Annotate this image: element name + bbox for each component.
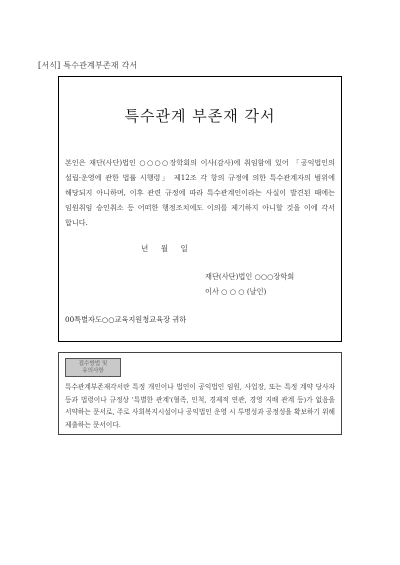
pledge-body-text: 본인은 재단(사단)법인 ○○○○장학회의 이사(감사)에 취임함에 있어 「공익법인의 설립·운영에 관한 법률 시행령」 제12조 각 항의 규정에 의한 특수관계자의 범위에 해당되지 아니하며, 이후 관련 규정에 따라 특수관계인이라는 사실이 발견된 때에는 임원취임 승인취소 등 어떠한 행정조치에도 이의를 제기하지 아니할 것을 이에 각서 합니다. bbox=[65, 158, 335, 227]
document-title: 특수관계 부존재 각서 bbox=[124, 107, 276, 125]
signatory-organization: 재단(사단)법인 ○○○장학회 bbox=[205, 272, 295, 281]
signatory-name: 이사 ○ ○ ○ (날인) bbox=[205, 287, 267, 296]
pledge-box bbox=[58, 76, 342, 342]
recipient: 00특별자도○○교육지원청교육장 귀하 bbox=[65, 315, 187, 324]
date-line: 년 월 일 bbox=[141, 244, 188, 253]
notes-tag-line1: 접수방법 및 bbox=[78, 360, 108, 367]
notes-tag-line2: 유의사항 bbox=[82, 367, 104, 374]
notes-tag bbox=[65, 358, 121, 377]
notes-box bbox=[58, 352, 342, 435]
form-label: [서식] 특수관계부존재 각서 bbox=[38, 61, 138, 70]
notes-text: 특수관계부존재각서란 특정 개인이나 법인이 공익법인 임원, 사업장, 또는 특정 계약 당사자 등과 법령이나 규정상 '특별한 관계'(혈족, 인척, 경제적 연관, 경영 지배 관계 등)가 없음을 서약하는 문서로, 주로 사회복지시설이나 공익법인 운영 시 투명성과 공정성을 확보하기 위해 제출하는 문서이다. bbox=[65, 383, 335, 429]
